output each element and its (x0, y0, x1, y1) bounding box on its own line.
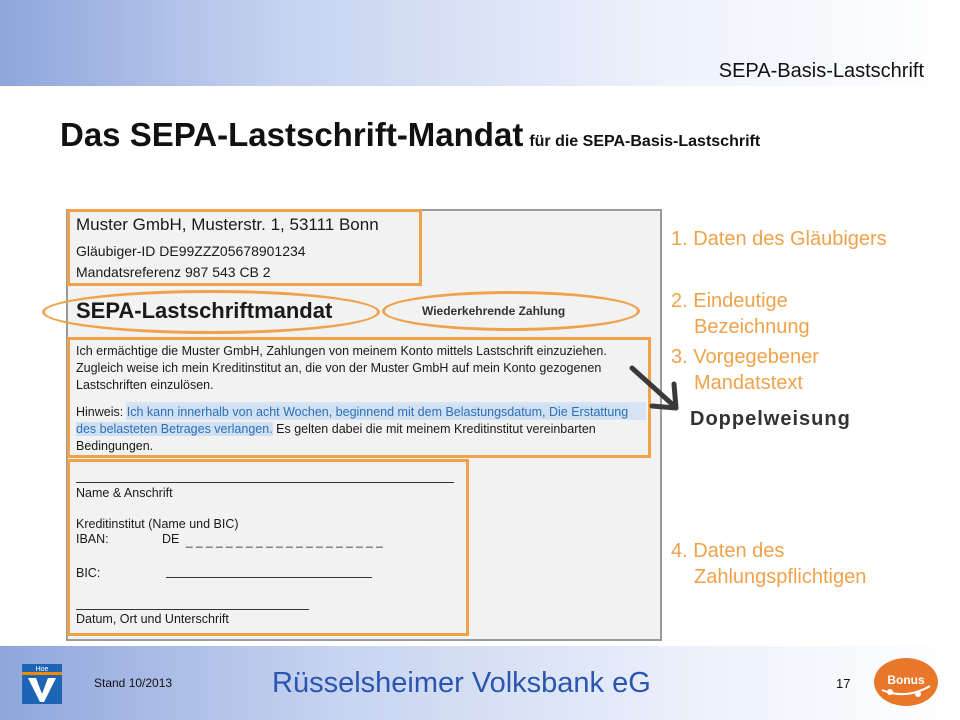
iban-mask: _ _ _ _ _ _ _ _ _ _ _ _ _ _ _ _ _ _ _ _ (186, 534, 383, 548)
doppelweisung-label: Doppelweisung (690, 408, 851, 430)
mandate-title: SEPA-Lastschriftmandat (76, 298, 333, 323)
annotation-3b: Mandatstext (694, 372, 803, 394)
stand-date: Stand 10/2013 (94, 676, 173, 690)
annotation-3a: 3. Vorgegebener (671, 346, 819, 368)
name-label: Name & Anschrift (76, 486, 173, 500)
bank-name: Rüsselsheimer Volksbank eG (272, 667, 651, 699)
signature-line (76, 609, 309, 610)
bonus-text: Bonus (887, 673, 925, 687)
iban-prefix: DE (162, 532, 180, 546)
page-number: 17 (836, 676, 851, 691)
bic-line (166, 577, 372, 578)
mandate-text-line: Zugleich weise ich mein Kreditinstitut an, die von der Muster GmbH auf mein Konto gezogenen (76, 361, 602, 375)
hint-label: Hinweis: (76, 405, 124, 419)
mandate-text-line: Ich ermächtige die Muster GmbH, Zahlungen von meinem Konto mittels Lastschrift einzuziehen. (76, 344, 607, 358)
annotation-2a: 2. Eindeutige (671, 290, 788, 312)
mandate-text-line: Lastschriften einzulösen. (76, 378, 214, 392)
volksbank-logo-icon (22, 664, 62, 704)
name-line (76, 482, 454, 483)
title-main: Das SEPA-Lastschrift-Mandat (60, 116, 524, 153)
creditor-id: Gläubiger-ID DE99ZZZ05678901234 (76, 243, 306, 259)
logo-text: Hoe (35, 666, 49, 673)
annotation-4a: 4. Daten des (671, 540, 785, 562)
annotation-4b: Zahlungspflichtigen (694, 566, 867, 588)
bank-label: Kreditinstitut (Name und BIC) (76, 517, 239, 531)
hint-highlight-1: Ich kann innerhalb von acht Wochen, beginnend mit dem Belastungsdatum, Die Erstattung (126, 405, 629, 419)
recurring-label: Wiederkehrende Zahlung (422, 304, 566, 318)
creditor-line: Muster GmbH, Musterstr. 1, 53111 Bonn (76, 215, 379, 234)
section-label: SEPA-Basis-Lastschrift (718, 60, 924, 82)
hint-highlight-2: des belasteten Betrages verlangen. (76, 422, 273, 436)
hint-line-1 (76, 404, 628, 421)
page-title (60, 116, 760, 154)
mandate-reference: Mandatsreferenz 987 543 CB 2 (76, 264, 271, 280)
hint-line-2 (76, 421, 596, 438)
annotation-2b: Bezeichnung (694, 316, 810, 338)
hint-line-3: Bedingungen. (76, 439, 154, 453)
bonus-badge-icon (868, 656, 940, 708)
hint-rest-2: Es gelten dabei die mit meinem Kreditinstitut vereinbarten (272, 422, 596, 436)
iban-label: IBAN: (76, 532, 109, 546)
bic-label: BIC: (76, 566, 101, 580)
signature-label: Datum, Ort und Unterschrift (76, 612, 229, 626)
title-subtitle: für die SEPA-Basis-Lastschrift (529, 133, 761, 150)
arrow-icon (624, 360, 688, 418)
annotation-1: 1. Daten des Gläubigers (671, 228, 887, 250)
